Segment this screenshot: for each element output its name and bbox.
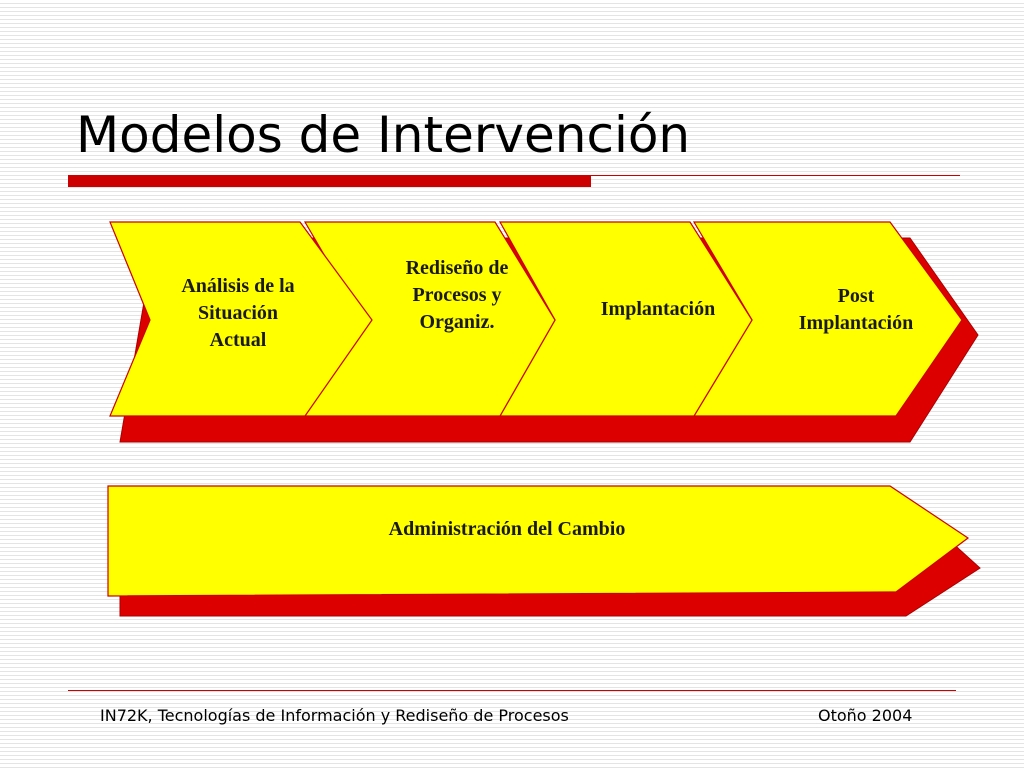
footer-course: IN72K, Tecnologías de Información y Rediseño de Procesos bbox=[100, 706, 569, 725]
step-label-rediseno: Rediseño de Procesos y Organiz. bbox=[405, 257, 509, 333]
slide-title: Modelos de Intervención bbox=[76, 106, 691, 164]
step-label-post-implantacion: Post Implantación bbox=[798, 285, 914, 334]
footer-rule bbox=[68, 690, 956, 691]
step-label-implantacion: Implantación bbox=[600, 298, 716, 320]
step-label-analisis: Análisis de la Situación Actual bbox=[181, 275, 295, 351]
change-management-label: Administración del Cambio bbox=[388, 518, 626, 540]
footer-term: Otoño 2004 bbox=[818, 706, 913, 725]
